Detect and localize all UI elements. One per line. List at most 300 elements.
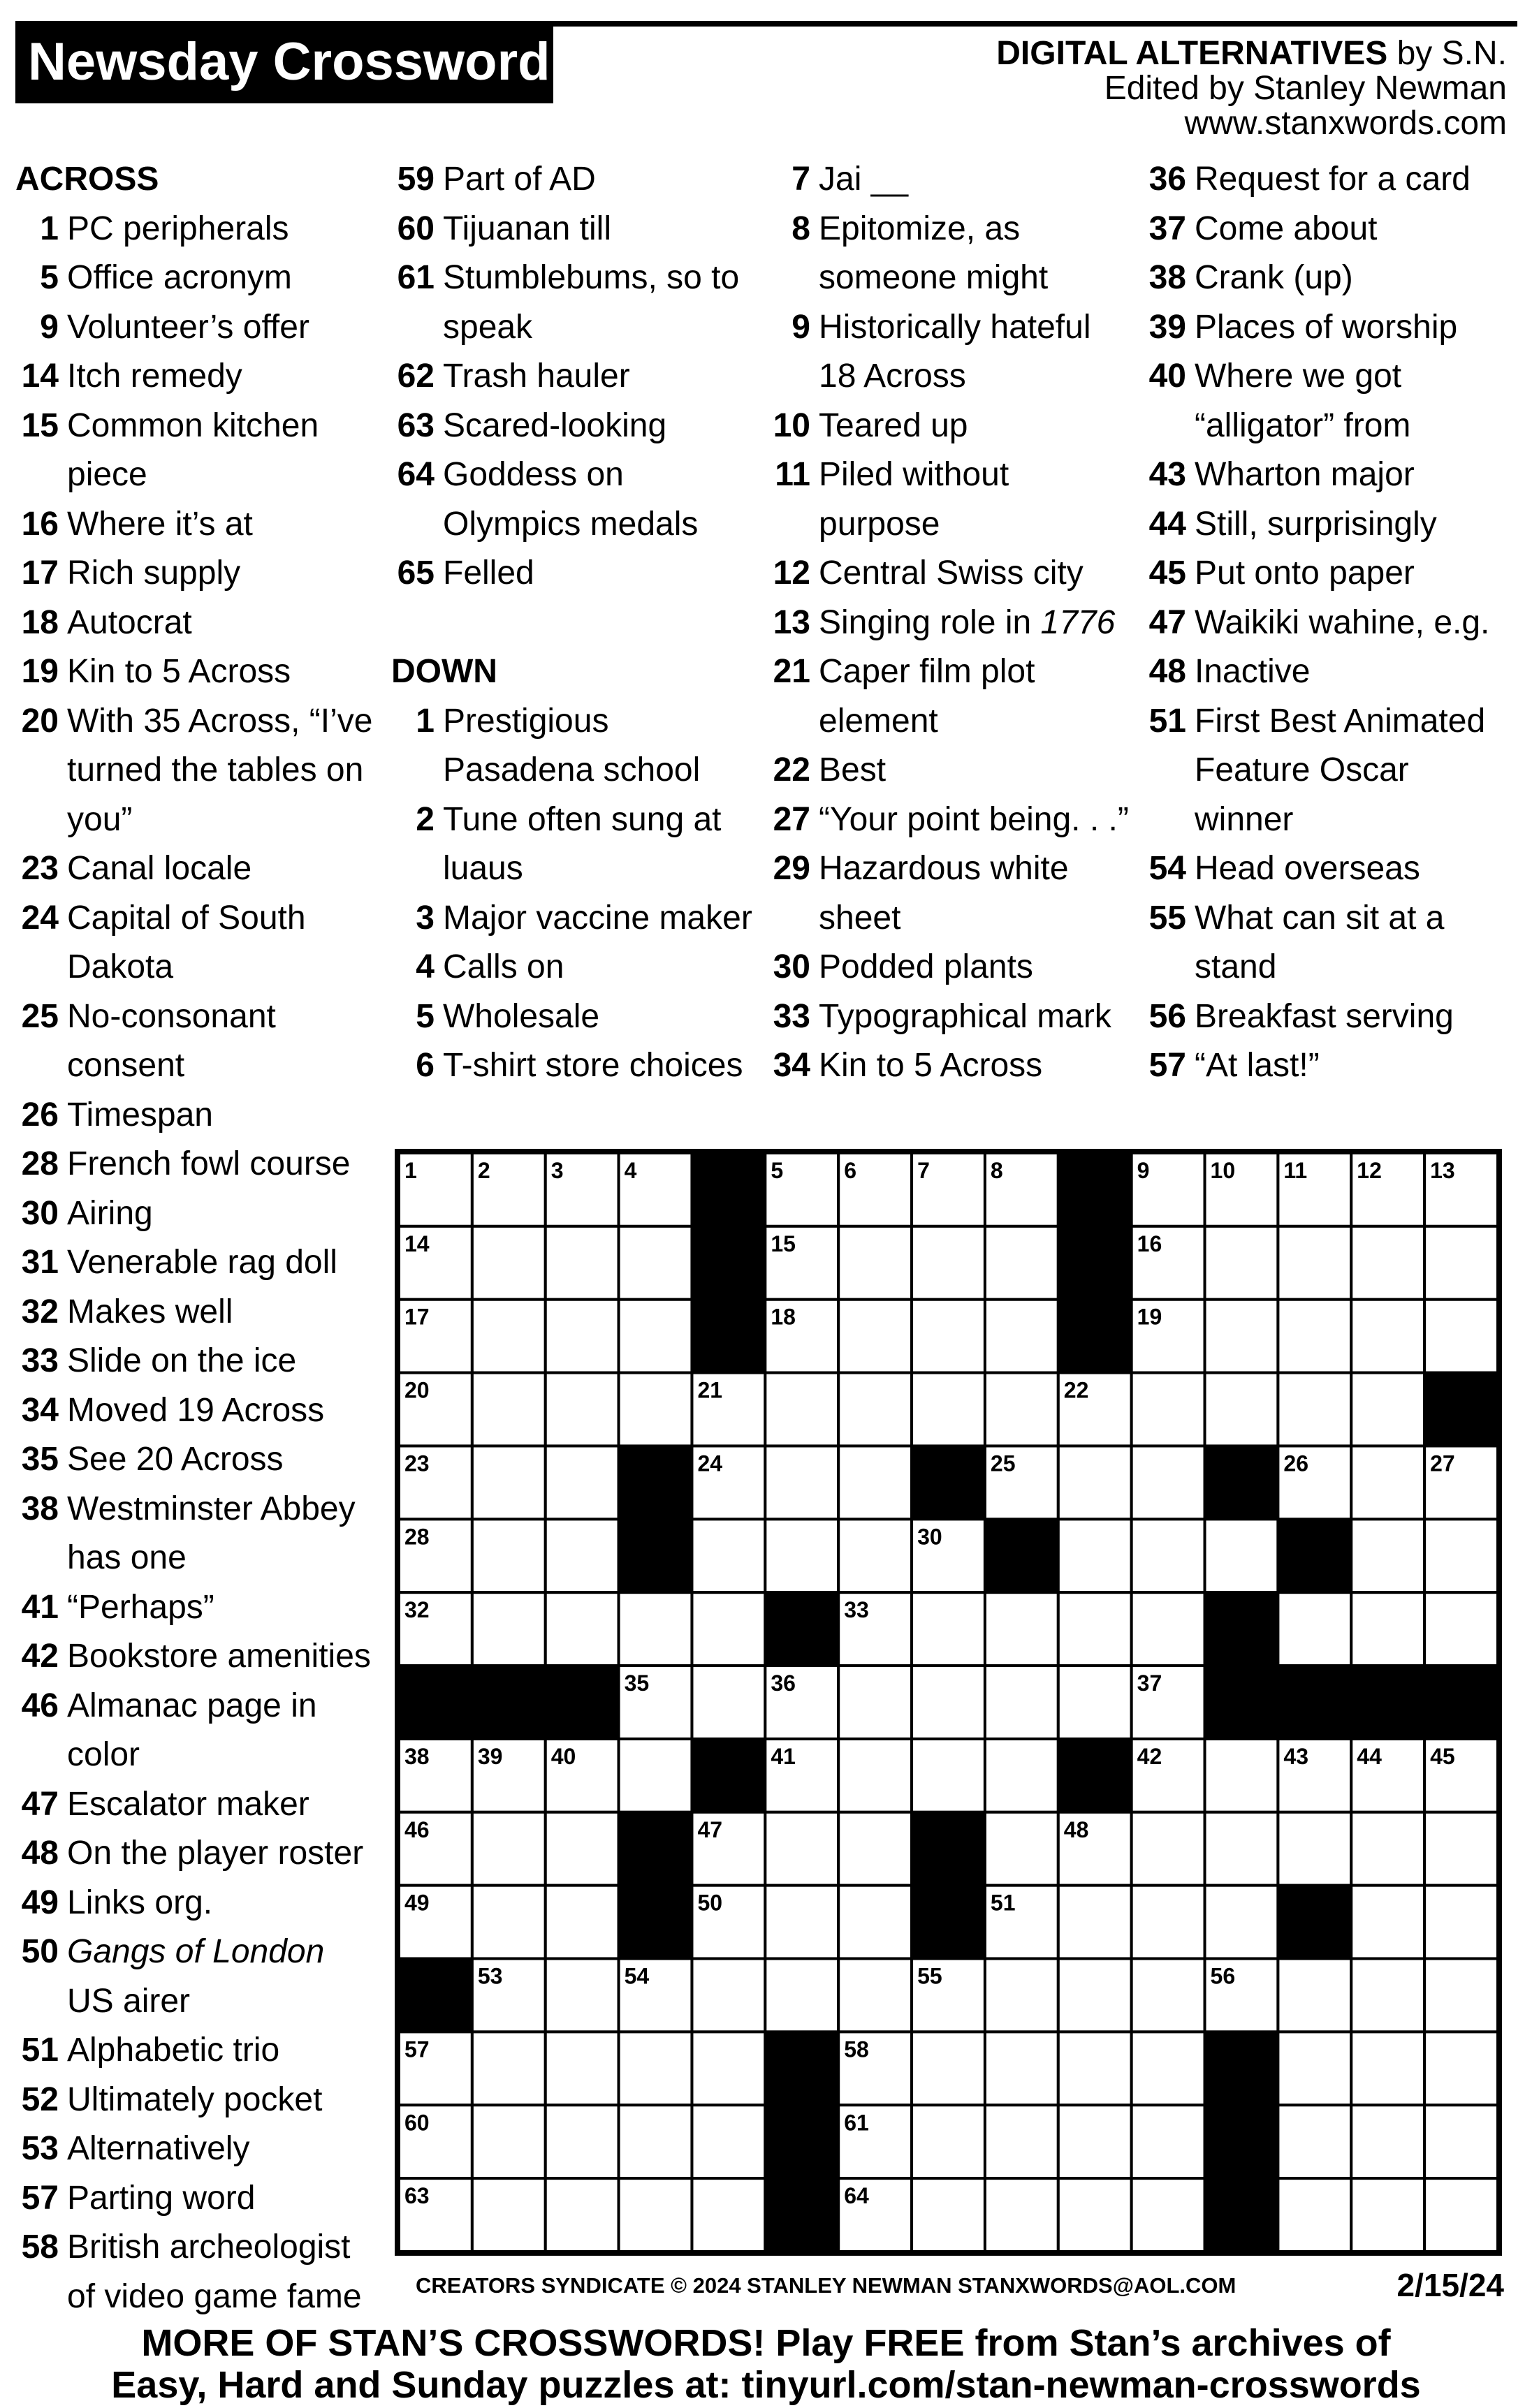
grid-number: 47 (697, 1816, 723, 1842)
clue-item[interactable] (1143, 599, 1520, 648)
clue-text-line: Volunteer’s offer (67, 308, 309, 346)
white-square[interactable] (985, 2178, 1058, 2252)
clue-item[interactable] (1143, 894, 1520, 992)
clue-item[interactable] (391, 697, 761, 795)
clue-text-line: Put onto paper (1195, 555, 1415, 592)
white-square[interactable] (1351, 1300, 1424, 1373)
white-square[interactable] (985, 2032, 1058, 2105)
white-square[interactable] (985, 1300, 1058, 1373)
clue-text (67, 402, 379, 500)
white-square[interactable] (1132, 2178, 1205, 2252)
clue-item[interactable] (1143, 697, 1520, 845)
white-square[interactable] (1058, 1519, 1132, 1592)
clue-text (67, 2076, 379, 2125)
clue-text (443, 1041, 761, 1091)
white-square[interactable] (985, 1739, 1058, 1812)
clue-item[interactable] (15, 1140, 379, 1189)
grid-number: 18 (771, 1304, 796, 1330)
clue-text (67, 894, 379, 992)
grid-number: 28 (404, 1524, 430, 1550)
clue-number: 65 (397, 555, 435, 592)
clue-text (1195, 599, 1520, 648)
clue-text-line: Tune often sung at (443, 800, 722, 838)
white-square[interactable] (1132, 1519, 1205, 1592)
white-square[interactable] (619, 1226, 692, 1300)
clue-text-line: Escalator maker (67, 1785, 309, 1823)
white-square[interactable] (546, 1886, 619, 1959)
grid-number: 32 (404, 1597, 430, 1623)
white-square[interactable] (546, 2105, 619, 2178)
white-square[interactable] (619, 1739, 692, 1812)
clue-text-line: stand (1195, 948, 1277, 985)
clue-number: 12 (773, 555, 810, 592)
clue-item[interactable] (15, 1632, 379, 1682)
white-square[interactable] (1278, 1373, 1351, 1446)
white-square[interactable] (1205, 1886, 1278, 1959)
white-square[interactable] (912, 2032, 985, 2105)
black-square (765, 1592, 838, 1666)
clue-text-line: speak (443, 308, 533, 346)
clue-text (67, 1780, 379, 1830)
clue-text-line: British archeologist (67, 2229, 351, 2266)
white-square[interactable] (472, 2178, 546, 2252)
black-square (1058, 1300, 1132, 1373)
clue-text (1195, 549, 1520, 599)
white-square[interactable] (1132, 1886, 1205, 1959)
white-square[interactable] (1278, 1300, 1351, 1373)
clue-item[interactable] (767, 450, 1137, 549)
black-square (692, 1226, 765, 1300)
clue-item[interactable] (1143, 844, 1520, 894)
white-square[interactable] (546, 1300, 619, 1373)
white-square[interactable] (765, 1886, 838, 1959)
black-square (765, 2178, 838, 2252)
white-square[interactable] (912, 1666, 985, 1739)
clue-text-line: Alternatively (67, 2130, 250, 2167)
white-square[interactable] (912, 1226, 985, 1300)
white-square[interactable] (546, 1812, 619, 1886)
clue-text-line: With 35 Across, “I’ve (67, 702, 373, 740)
white-square[interactable] (1424, 2178, 1498, 2252)
white-square[interactable] (1278, 2105, 1351, 2178)
white-square[interactable] (1351, 1226, 1424, 1300)
white-square[interactable] (472, 2105, 546, 2178)
clue-item[interactable] (1143, 205, 1520, 254)
clue-item[interactable] (767, 992, 1137, 1042)
white-square[interactable] (1278, 1812, 1351, 1886)
white-square[interactable] (1058, 2032, 1132, 2105)
clue-text-line: See 20 Across (67, 1441, 284, 1478)
clue-item[interactable] (15, 352, 379, 402)
clue-item[interactable] (15, 549, 379, 599)
white-square[interactable] (546, 1446, 619, 1519)
white-square[interactable] (838, 1226, 912, 1300)
clue-text-line: you” (67, 800, 133, 838)
clue-item[interactable] (15, 2076, 379, 2125)
white-square[interactable] (546, 1592, 619, 1666)
white-square[interactable] (619, 2032, 692, 2105)
white-square[interactable] (1058, 2178, 1132, 2252)
white-square[interactable] (1424, 1300, 1498, 1373)
clue-item[interactable] (15, 205, 379, 254)
clue-item[interactable] (1143, 647, 1520, 697)
clue-item[interactable] (1143, 155, 1520, 205)
white-square[interactable] (765, 1446, 838, 1519)
white-square[interactable] (1132, 2105, 1205, 2178)
white-square[interactable] (838, 1739, 912, 1812)
clue-item[interactable] (15, 1189, 379, 1239)
clue-item[interactable] (15, 1829, 379, 1879)
black-square (1205, 1666, 1278, 1739)
white-square[interactable] (692, 2105, 765, 2178)
clue-number: 43 (1148, 456, 1186, 493)
clue-text-line (819, 599, 1137, 648)
white-square[interactable] (692, 1592, 765, 1666)
white-square[interactable] (1132, 1373, 1205, 1446)
clue-item[interactable] (15, 500, 379, 550)
grid-number: 5 (771, 1158, 784, 1183)
grid-number: 22 (1063, 1377, 1089, 1403)
white-square[interactable] (546, 2178, 619, 2252)
grid-number: 46 (404, 1816, 430, 1842)
clue-text-line: Dakota (67, 948, 174, 985)
clue-item[interactable] (15, 1879, 379, 1928)
white-square[interactable] (838, 1519, 912, 1592)
clue-text (67, 205, 379, 254)
clue-item[interactable] (15, 254, 379, 303)
white-square[interactable] (472, 1226, 546, 1300)
clue-item[interactable] (767, 402, 1137, 451)
clue-item[interactable] (15, 1682, 379, 1780)
clue-item[interactable] (391, 254, 761, 352)
white-square[interactable] (912, 1373, 985, 1446)
white-square[interactable] (1058, 1446, 1132, 1519)
clue-number: 63 (397, 406, 435, 444)
clue-item[interactable] (391, 352, 761, 402)
clue-item[interactable] (15, 894, 379, 992)
white-square[interactable] (838, 1886, 912, 1959)
clue-item[interactable] (15, 2223, 379, 2321)
clue-item[interactable] (1143, 992, 1520, 1042)
clue-item[interactable] (767, 844, 1137, 943)
clue-text (67, 1435, 379, 1485)
clue-item[interactable] (1143, 303, 1520, 353)
white-square[interactable] (1351, 1373, 1424, 1446)
clue-number: 39 (1148, 308, 1186, 346)
clue-text-line: Breakfast serving (1195, 997, 1454, 1035)
clue-item[interactable] (1143, 254, 1520, 303)
clue-text (67, 1288, 379, 1337)
white-square[interactable] (1278, 1592, 1351, 1666)
clue-text-line: winner (1195, 800, 1294, 838)
grid-svg[interactable] (399, 1153, 1498, 2252)
white-square[interactable] (912, 1739, 985, 1812)
clue-text (67, 1485, 379, 1583)
clue-item[interactable] (15, 1435, 379, 1485)
clue-item[interactable] (15, 1485, 379, 1583)
white-square[interactable] (1351, 2032, 1424, 2105)
clue-item[interactable] (1143, 500, 1520, 550)
clue-item[interactable] (767, 746, 1137, 795)
grid-number: 9 (1137, 1158, 1150, 1183)
white-square[interactable] (1424, 2032, 1498, 2105)
white-square[interactable] (1205, 1373, 1278, 1446)
white-square[interactable] (472, 1886, 546, 1959)
white-square[interactable] (692, 1959, 765, 2032)
white-square[interactable] (985, 1959, 1058, 2032)
white-square[interactable] (1132, 1959, 1205, 2032)
clue-item[interactable] (15, 1337, 379, 1386)
clue-item[interactable] (767, 943, 1137, 992)
clue-text-line: Part of AD (443, 161, 596, 198)
clue-item[interactable] (391, 1041, 761, 1091)
white-square[interactable] (692, 1519, 765, 1592)
white-square[interactable] (765, 1812, 838, 1886)
white-square[interactable] (1424, 1226, 1498, 1300)
white-square[interactable] (838, 1812, 912, 1886)
white-square[interactable] (692, 2178, 765, 2252)
clue-number: 5 (416, 997, 435, 1035)
clue-item[interactable] (391, 450, 761, 549)
white-square[interactable] (1351, 1812, 1424, 1886)
grid-number: 58 (844, 2036, 869, 2062)
clue-item[interactable] (15, 1238, 379, 1288)
white-square[interactable] (1424, 1959, 1498, 2032)
white-square[interactable] (1424, 1592, 1498, 1666)
clue-text (67, 352, 379, 402)
white-square[interactable] (838, 1446, 912, 1519)
white-square[interactable] (619, 1300, 692, 1373)
clue-item[interactable] (15, 303, 379, 353)
white-square[interactable] (1058, 2105, 1132, 2178)
white-square[interactable] (1278, 1959, 1351, 2032)
white-square[interactable] (472, 1519, 546, 1592)
white-square[interactable] (546, 1519, 619, 1592)
clue-number: 40 (1148, 358, 1186, 395)
white-square[interactable] (1205, 1519, 1278, 1592)
clue-item[interactable] (15, 2174, 379, 2224)
grid-number: 65 (1210, 2183, 1236, 2209)
clue-item[interactable] (15, 1780, 379, 1830)
clue-item[interactable] (1143, 450, 1520, 500)
white-square[interactable] (1278, 2032, 1351, 2105)
white-square[interactable] (692, 2032, 765, 2105)
white-square[interactable] (1424, 1519, 1498, 1592)
copyright-credit: CREATORS SYNDICATE © 2024 STANLEY NEWMAN STANXWORDS@AOL.COM (416, 2273, 1236, 2298)
black-square (912, 1446, 985, 1519)
white-square[interactable] (692, 1666, 765, 1739)
crossword-grid[interactable] (395, 1149, 1502, 2256)
clue-text-line: Trash hauler (443, 358, 630, 395)
clue-text (819, 303, 1137, 402)
clue-item[interactable] (767, 205, 1137, 303)
white-square[interactable] (619, 2105, 692, 2178)
white-square[interactable] (985, 1373, 1058, 1446)
black-square (912, 1886, 985, 1959)
white-square[interactable] (472, 1446, 546, 1519)
clue-number: 26 (21, 1096, 59, 1133)
clue-number: 28 (21, 1145, 59, 1182)
clue-text (443, 795, 761, 894)
clue-item[interactable] (15, 1386, 379, 1436)
clue-text (67, 1928, 379, 2026)
white-square[interactable] (985, 1592, 1058, 1666)
grid-number: 48 (1063, 1816, 1089, 1842)
white-square[interactable] (985, 1666, 1058, 1739)
clue-text-line: Parting word (67, 2179, 256, 2217)
white-square[interactable] (1351, 1959, 1424, 2032)
clue-text (819, 795, 1137, 845)
clue-text-line: Come about (1195, 210, 1378, 247)
clue-text-line: Tijuanan till (443, 210, 612, 247)
black-square (1424, 1666, 1498, 1739)
clue-item[interactable] (15, 697, 379, 845)
clue-text-line: purpose (819, 505, 940, 543)
clue-number: 9 (791, 308, 810, 346)
clue-item[interactable] (767, 549, 1137, 599)
white-square[interactable] (1058, 1886, 1132, 1959)
clue-number: 47 (21, 1785, 59, 1823)
white-square[interactable] (1205, 1812, 1278, 1886)
clue-item[interactable] (15, 1583, 379, 1633)
clue-item[interactable] (391, 943, 761, 992)
white-square[interactable] (472, 1300, 546, 1373)
white-square[interactable] (619, 2178, 692, 2252)
black-square (1351, 1666, 1424, 1739)
white-square[interactable] (1351, 2105, 1424, 2178)
white-square[interactable] (472, 1373, 546, 1446)
clue-item[interactable] (391, 155, 761, 205)
clue-item[interactable] (15, 1928, 379, 2026)
clue-text (67, 1238, 379, 1288)
clue-item[interactable] (767, 1041, 1137, 1091)
white-square[interactable] (472, 1812, 546, 1886)
white-square[interactable] (546, 1959, 619, 2032)
clue-item[interactable] (767, 647, 1137, 746)
white-square[interactable] (838, 1300, 912, 1373)
clue-text-line: “At last!” (1195, 1047, 1320, 1084)
white-square[interactable] (1424, 1812, 1498, 1886)
clue-text-line: Major vaccine maker (443, 899, 752, 937)
white-square[interactable] (1058, 1592, 1132, 1666)
white-square[interactable] (1132, 1812, 1205, 1886)
white-square[interactable] (1351, 1592, 1424, 1666)
grid-number: 11 (1283, 1158, 1308, 1183)
white-square[interactable] (1132, 1592, 1205, 1666)
white-square[interactable] (1278, 1226, 1351, 1300)
white-square[interactable] (838, 1666, 912, 1739)
promo-line-2[interactable]: Easy, Hard and Sunday puzzles at: tinyurl.com/stan-newman-crosswords (111, 2364, 1421, 2406)
white-square[interactable] (546, 1373, 619, 1446)
white-square[interactable] (765, 1959, 838, 2032)
clue-number: 10 (773, 406, 810, 444)
clue-item[interactable] (391, 795, 761, 894)
white-square[interactable] (1205, 1739, 1278, 1812)
white-square[interactable] (765, 1519, 838, 1592)
white-square[interactable] (985, 1812, 1058, 1886)
clue-item[interactable] (1143, 549, 1520, 599)
white-square[interactable] (1058, 1666, 1132, 1739)
clue-text (67, 2124, 379, 2174)
clue-item[interactable] (391, 992, 761, 1042)
white-square[interactable] (546, 1226, 619, 1300)
white-square[interactable] (1351, 1519, 1424, 1592)
clue-number: 51 (1148, 702, 1186, 740)
clue-item[interactable] (767, 599, 1137, 648)
clue-text (443, 352, 761, 402)
white-square[interactable] (1351, 1446, 1424, 1519)
clue-item[interactable] (15, 992, 379, 1091)
white-square[interactable] (1424, 2105, 1498, 2178)
clue-item[interactable] (391, 549, 761, 599)
clue-item[interactable] (767, 303, 1137, 402)
white-square[interactable] (985, 1226, 1058, 1300)
clue-number: 1 (416, 702, 435, 740)
clue-item[interactable] (15, 1091, 379, 1140)
white-square[interactable] (838, 1959, 912, 2032)
clue-text (1195, 155, 1520, 205)
white-square[interactable] (985, 2105, 1058, 2178)
white-square[interactable] (1205, 1300, 1278, 1373)
clue-item[interactable] (1143, 352, 1520, 450)
clue-item[interactable] (15, 1288, 379, 1337)
white-square[interactable] (912, 1300, 985, 1373)
clue-item[interactable] (391, 205, 761, 254)
clue-number: 24 (21, 899, 59, 937)
white-square[interactable] (1132, 2032, 1205, 2105)
white-square[interactable] (912, 1592, 985, 1666)
clue-text-line: Links org. (67, 1884, 213, 1921)
white-square[interactable] (912, 2178, 985, 2252)
clue-text (1195, 205, 1520, 254)
white-square[interactable] (619, 1373, 692, 1446)
white-square[interactable] (546, 2032, 619, 2105)
clue-item[interactable] (15, 599, 379, 648)
clue-text-line: sheet (819, 899, 901, 937)
white-square[interactable] (1205, 1226, 1278, 1300)
white-square[interactable] (1351, 1886, 1424, 1959)
grid-number: 19 (1137, 1304, 1162, 1330)
clue-item[interactable] (15, 2026, 379, 2076)
clue-item[interactable] (767, 795, 1137, 845)
white-square[interactable] (1351, 2178, 1424, 2252)
clue-number: 44 (1148, 505, 1186, 543)
white-square[interactable] (1132, 1446, 1205, 1519)
white-square[interactable] (472, 1592, 546, 1666)
white-square[interactable] (619, 1592, 692, 1666)
white-square[interactable] (1058, 1959, 1132, 2032)
clue-item[interactable] (391, 402, 761, 451)
clue-item[interactable] (15, 647, 379, 697)
clue-item[interactable] (391, 894, 761, 944)
white-square[interactable] (1424, 1886, 1498, 1959)
clue-item[interactable] (1143, 1041, 1520, 1091)
website-link[interactable]: www.stanxwords.com (1184, 105, 1507, 142)
white-square[interactable] (765, 1373, 838, 1446)
clue-number: 51 (21, 2032, 59, 2069)
byline (996, 36, 1507, 141)
clue-text (67, 549, 379, 599)
white-square[interactable] (912, 2105, 985, 2178)
clue-item[interactable] (15, 2124, 379, 2174)
clue-item[interactable] (15, 844, 379, 894)
clue-item[interactable] (15, 402, 379, 500)
clue-item[interactable] (767, 155, 1137, 205)
white-square[interactable] (472, 2032, 546, 2105)
white-square[interactable] (838, 1373, 912, 1446)
clue-text (819, 746, 1137, 795)
white-square[interactable] (1278, 2178, 1351, 2252)
